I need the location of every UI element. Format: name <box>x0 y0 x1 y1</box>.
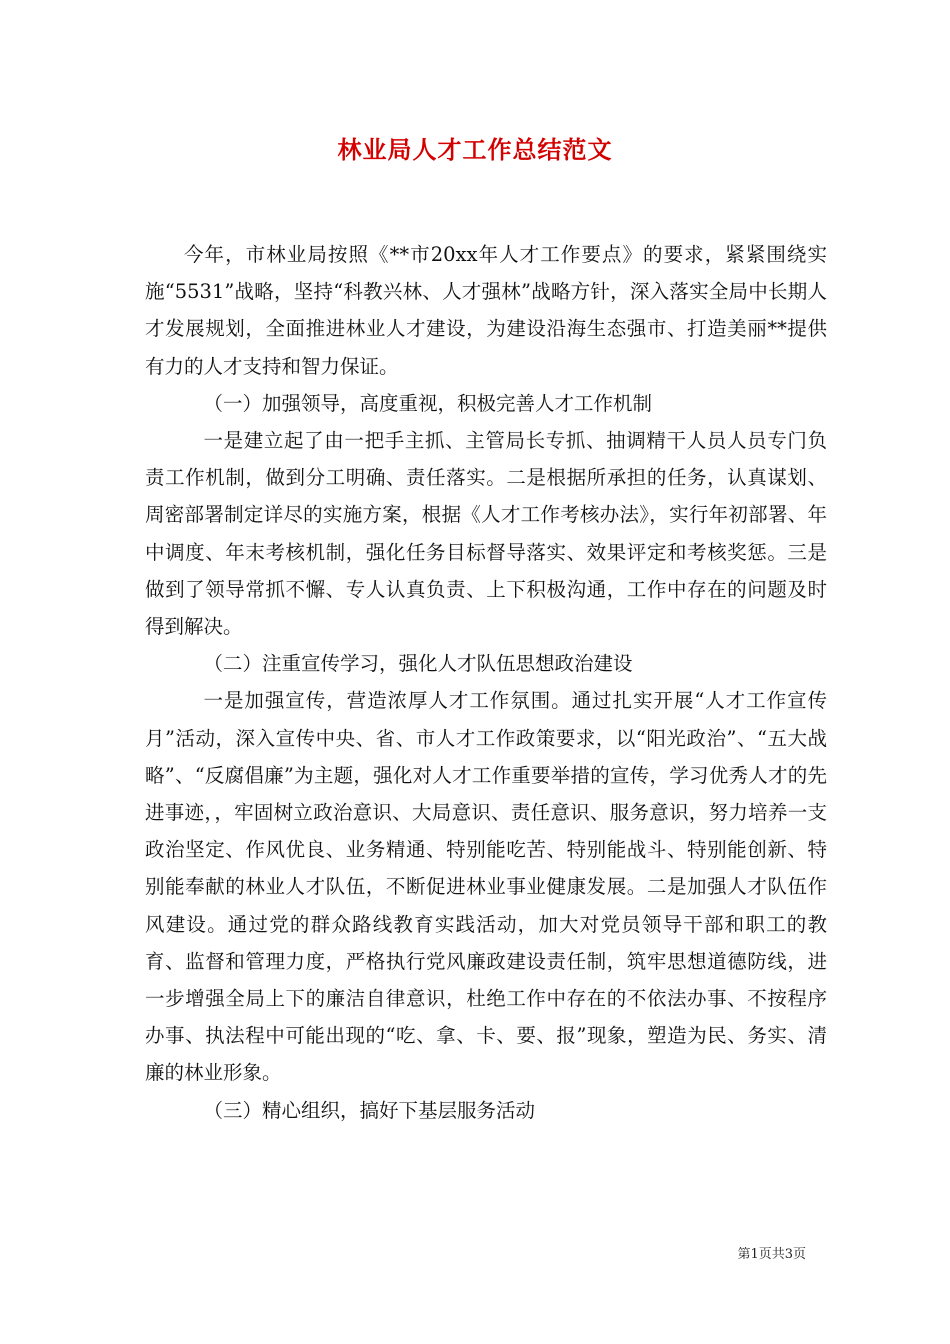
section-1-paragraph: 一是建立起了由一把手主抓、主管局长专抓、抽调精干人员人员专门负责工作机制，做到分工明确、责任落实。二是根据所承担的任务，认真谋划、周密部署制定详尽的实施方案，根据《人才工作考核办法》，实行年初部署、年中调度、年末考核机制，强化任务目标督导落实、效果评定和考核奖惩。三是做到了领导常抓不懈、专人认真负责、上下积极沟通，工作中存在的问题及时得到解决。 <box>145 429 827 639</box>
section-heading-3: （三）精心组织，搞好下基层服务活动 <box>203 1098 536 1122</box>
section-heading-1: （一）加强领导，高度重视，积极完善人才工作机制 <box>203 391 653 415</box>
page-number-footer: 第1页共3页 <box>737 1247 806 1262</box>
section-heading-2: （二）注重宣传学习，强化人才队伍思想政治建设 <box>203 652 633 676</box>
section-2-paragraph: 一是加强宣传，营造浓厚人才工作氛围。通过扎实开展“人才工作宣传月”活动，深入宣传中央、省、市人才工作政策要求，以“阳光政治”、“五大战略”、“反腐倡廉”为主题，强化对人才工作重要举措的宣传，学习优秀人才的先进事迹，，牢固树立政治意识、大局意识、责任意识、服务意识，努力培养一支政治坚定、作风优良、业务精通、特别能吃苦、特别能战斗、特别能创新、特别能奉献的林业人才队伍，不断促进林业事业健康发展。二是加强人才队伍作风建设。通过党的群众路线教育实践活动，加大对党员领导干部和职工的教育、监督和管理力度，严格执行党风廉政建设责任制，筑牢思想道德防线，进一步增强全局上下的廉洁自律意识，杜绝工作中存在的不依法办事、不按程序办事、执法程中可能出现的“吃、拿、卡、要、报”现象，塑造为民、务实、清廉的林业形象。 <box>145 689 827 1085</box>
intro-paragraph: 今年，市林业局按照《**市20xx年人才工作要点》的要求，紧紧围绕实施“5531”战略，坚持“科教兴林、人才强林”战略方针，深入落实全局中长期人才发展规划，全面推进林业人才建设，为建设沿海生态强市、打造美丽**提供有力的人才支持和智力保证。 <box>145 243 827 378</box>
document-title: 林业局人才工作总结范文 <box>337 135 613 164</box>
document-body <box>145 236 827 1129</box>
